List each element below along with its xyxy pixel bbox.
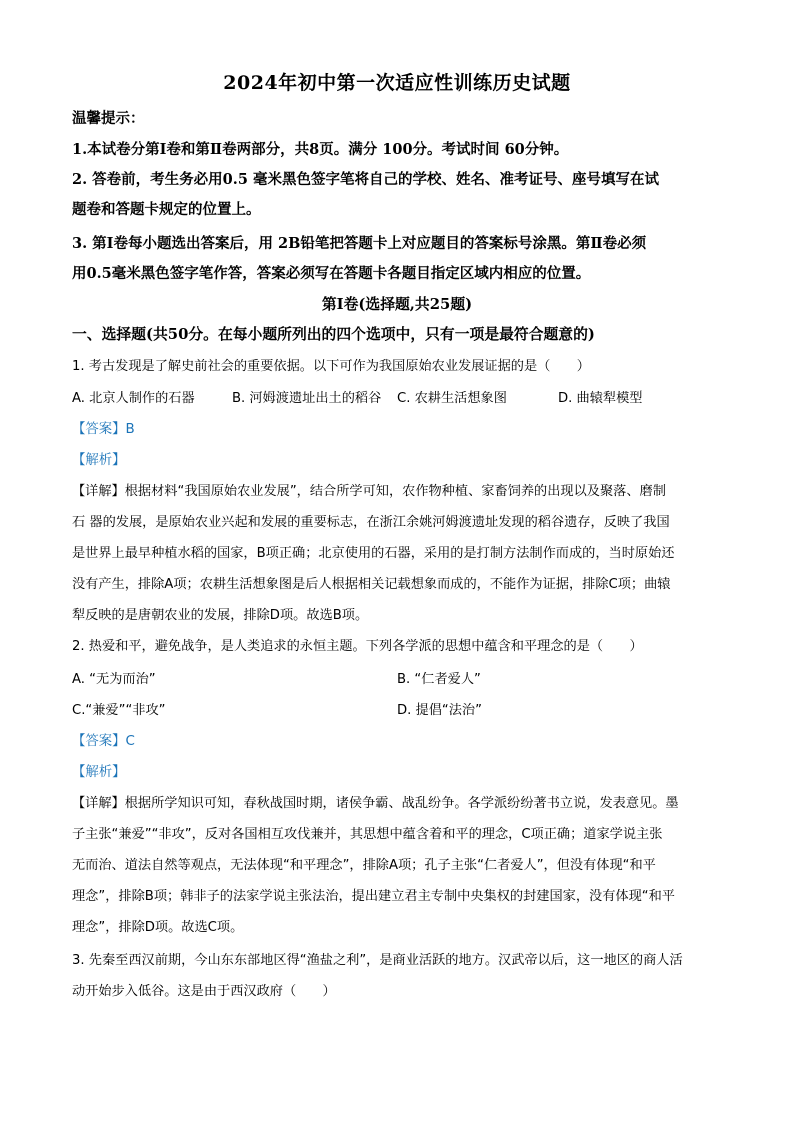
- page-title: 2024年初中第一次适应性训练历史试题: [223, 72, 571, 94]
- tips-line-2: 2. 答卷前，考生务必用0.5 毫米黑色签字笔将自己的学校、姓名、准考证号、座号填写在试: [72, 171, 659, 188]
- question-1-stem: 1. 考古发现是了解史前社会的重要依据。以下可作为我国原始农业发展证据的是（ ）: [72, 359, 590, 374]
- q2-analysis-label: 【解析】: [72, 765, 126, 780]
- q1-option-b: B. 河姆渡遗址出土的稻谷: [232, 391, 382, 406]
- q1-answer: 【答案】B: [72, 422, 135, 437]
- q1-detail-line-4: 没有产生，排除A项；农耕生活想象图是后人根据相关记载想象而成的，不能作为证据，排除C项；曲辕: [72, 577, 671, 592]
- tips-line-4: 3. 第Ⅰ卷每小题选出答案后，用 2B铅笔把答题卡上对应题目的答案标号涂黑。第Ⅱ卷必须: [72, 235, 647, 252]
- q1-option-c: C. 农耕生活想象图: [397, 391, 507, 406]
- q1-detail-line-3: 是世界上最早种植水稻的国家，B项正确；北京使用的石器，采用的是打制方法制作而成的，当时原始还: [72, 546, 675, 561]
- question-2-stem: 2. 热爱和平，避免战争，是人类追求的永恒主题。下列各学派的思想中蕴含和平理念的是（ ）: [72, 639, 643, 654]
- q2-detail-line-2: 子主张“兼爱”“非攻”，反对各国相互攻伐兼并，其思想中蕴含着和平的理念，C项正确；道家学说主张: [72, 827, 663, 842]
- question-3-stem-line-1: 3. 先秦至西汉前期，今山东东部地区得“渔盐之利”，是商业活跃的地方。汉武帝以后，这一地区的商人活: [72, 953, 683, 968]
- q1-detail-line-5: 犁反映的是唐朝农业的发展，排除D项。故选B项。: [72, 608, 369, 623]
- q2-detail-line-1: 【详解】根据所学知识可知，春秋战国时期，诸侯争霸、战乱纷争。各学派纷纷著书立说，发表意见。墨: [72, 796, 679, 811]
- q1-option-a: A. 北京人制作的石器: [72, 391, 195, 406]
- q1-detail-line-1: 【详解】根据材料“我国原始农业发展”，结合所学可知，农作物种植、家畜饲养的出现以及聚落、磨制: [72, 484, 666, 499]
- tips-line-1: 1.本试卷分第Ⅰ卷和第Ⅱ卷两部分，共8页。满分 100分。考试时间 60分钟。: [72, 141, 569, 158]
- q2-detail-line-5: 理念”，排除D项。故选C项。: [72, 920, 244, 935]
- q1-option-d: D. 曲辕犁模型: [558, 391, 643, 406]
- section-title: 第Ⅰ卷(选择题,共25题): [321, 296, 473, 313]
- q2-detail-line-4: 理念”，排除B项；韩非子的法家学说主张法治，提出建立君主专制中央集权的封建国家，没有体现“和平: [72, 889, 675, 904]
- tips-line-3: 题卷和答题卡规定的位置上。: [72, 201, 261, 218]
- question-3-stem-line-2: 动开始步入低谷。这是由于西汉政府（ ）: [72, 984, 336, 999]
- tips-heading: 温馨提示：: [72, 110, 145, 127]
- q2-option-c: C.“兼爱”“非攻”: [72, 703, 166, 718]
- q2-option-d: D. 提倡“法治”: [397, 703, 482, 718]
- q2-answer: 【答案】C: [72, 734, 135, 749]
- q1-analysis-label: 【解析】: [72, 453, 126, 468]
- q2-option-b: B. “仁者爱人”: [397, 672, 481, 687]
- tips-line-5: 用0.5毫米黑色签字笔作答，答案必须写在答题卡各题目指定区域内相应的位置。: [72, 265, 591, 282]
- q2-detail-line-3: 无而治、道法自然等观点，无法体现“和平理念”，排除A项；孔子主张“仁者爱人”，但没有体现“和平: [72, 858, 656, 873]
- q1-detail-line-2: 石 器的发展，是原始农业兴起和发展的重要标志，在浙江余姚河姆渡遗址发现的稻谷遗存，反映了我国: [72, 515, 670, 530]
- q2-option-a: A. “无为而治”: [72, 672, 156, 687]
- part-heading: 一、选择题(共50分。在每小题所列出的四个选项中，只有一项是最符合题意的): [72, 326, 595, 343]
